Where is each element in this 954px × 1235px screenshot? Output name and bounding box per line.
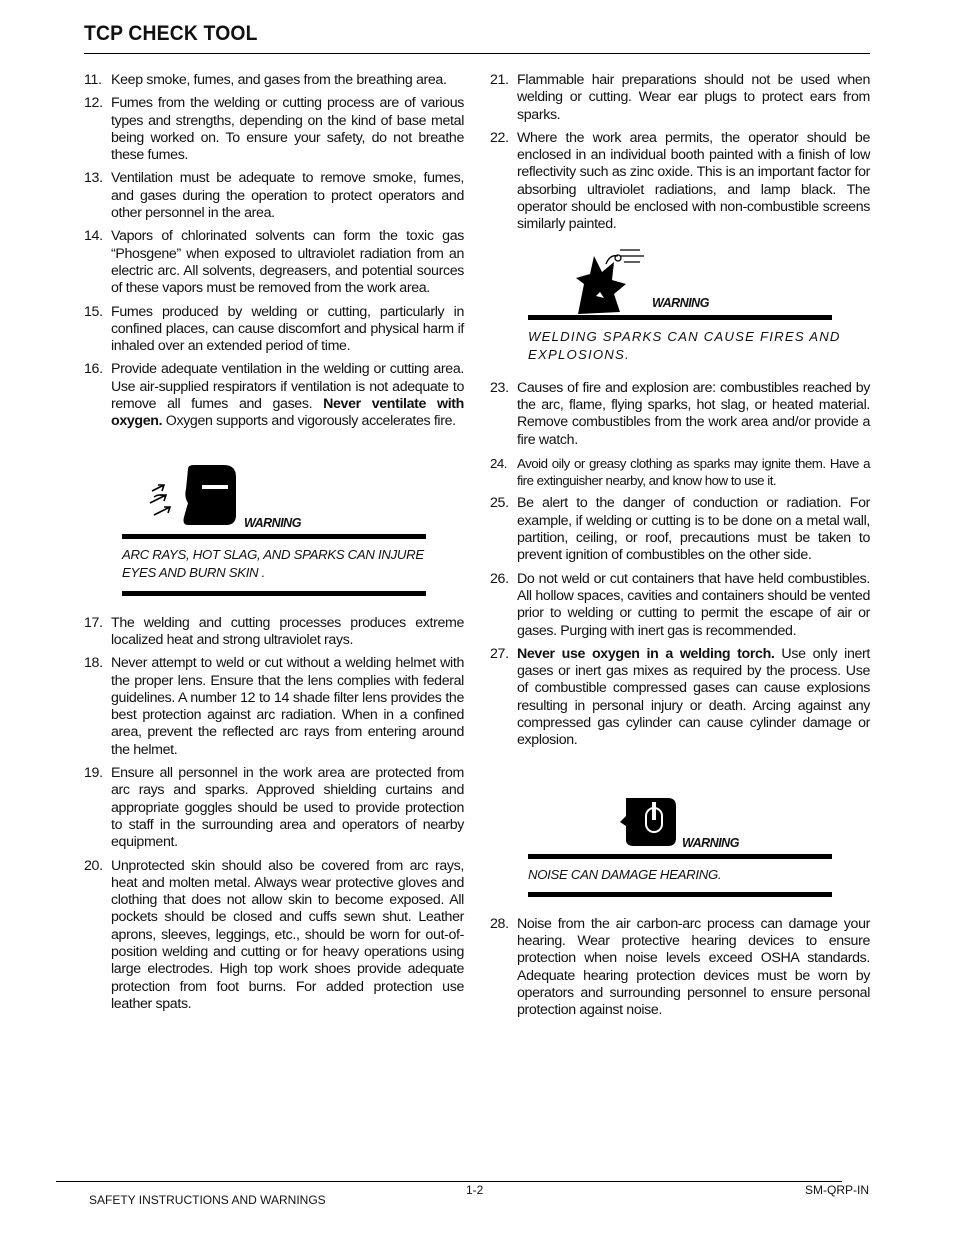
list-item: 16. Provide adequate ventilation in the welding or cutting area. Use air-supplied respirators if ventilation is not adequate to remove all fumes and gases. Never ventilate with oxygen. Oxygen supports and vigorously accelerates fire. xyxy=(84,361,464,430)
item-list-c xyxy=(490,72,870,234)
warning-label: WARNING xyxy=(682,835,739,850)
item-list-b xyxy=(84,615,464,1014)
header-divider xyxy=(84,53,870,54)
warning-block-fire xyxy=(490,240,870,380)
explosion-icon xyxy=(574,244,654,318)
list-item: 18. Never attempt to weld or cut without a welding helmet with the proper lens. Ensure that the lens complies with federal guidelines. A number 12 to 14 shade filter lens provides the best protection against arc radiation. When in a confined area, prevent the reflected arc rays from entering around the helmet. xyxy=(84,655,464,758)
page-number: 1-2 xyxy=(466,1183,484,1197)
list-item: 13. Ventilation must be adequate to remove smoke, fumes, and gases during the operation to protect operators and other personnel in the area. xyxy=(84,170,464,222)
warning-text: NOISE CAN DAMAGE HEARING. xyxy=(528,866,722,882)
item-list-e xyxy=(490,916,870,1020)
warning-divider xyxy=(528,854,832,859)
list-item: 27. Never use oxygen in a welding torch. Use only inert gases or inert gas mixes as required by the process. Use of combustible compressed gases can cause explosions resulting in personal injury or death. Arcing against any compressed gas cylinder can cause cylinder damage or explosion. xyxy=(490,645,870,749)
list-item: 20. Unprotected skin should also be covered from arc rays, heat and molten metal. Always wear protective gloves and clothing that does not allow skin to become exposed. All pockets should be closed and cuffs sewn shut. Leather aprons, sleeves, leggings, etc., should be worn for out-of-position welding and cutting or for heavy operations using large electrodes. High top work shoes provide adequate protection from foot burns. For added protection use leather spats. xyxy=(84,857,464,1012)
list-item: 23. Causes of fire and explosion are: combustibles reached by the arc, flame, flying sparks, hot slag, or heated material. Remove combustibles from the work area and/or provide a fire watch. xyxy=(490,379,870,448)
hearing-protection-icon xyxy=(616,794,680,850)
footer-divider xyxy=(56,1181,842,1182)
list-item: 15. Fumes produced by welding or cutting, particularly in confined places, can cause discomfort and physical harm if inhaled over an extended period of time. xyxy=(84,303,464,355)
list-item: 11. Keep smoke, fumes, and gases from the breathing area. xyxy=(84,72,447,88)
document-code: SM-QRP-IN xyxy=(805,1183,869,1197)
warning-divider xyxy=(528,315,832,320)
list-item: 26. Do not weld or cut containers that have held combustibles. All hollow spaces, cavities and containers should be vented prior to welding or cutting to permit the escape of air or gases. Purging with inert gas is recommended. xyxy=(490,570,870,639)
list-item: 17. The welding and cutting processes produces extreme localized heat and strong ultraviolet rays. xyxy=(84,614,464,648)
item-list-a xyxy=(84,72,464,431)
warning-block-noise xyxy=(490,756,870,906)
warning-divider xyxy=(122,534,426,539)
warning-divider xyxy=(528,892,832,897)
warning-label: WARNING xyxy=(244,515,301,530)
welding-helmet-icon xyxy=(148,463,238,527)
list-item: 25. Be alert to the danger of conduction or radiation. For example, if welding or cutting is to be done on a metal wall, partition, ceiling, or roof, precautions must be taken to prevent ignition of combustibles on the other side. xyxy=(490,495,870,564)
list-item: 21. Flammable hair preparations should not be used when welding or cutting. Wear ear plugs to protect ears from sparks. xyxy=(490,72,870,123)
page-title: TCP CHECK TOOL xyxy=(84,22,258,45)
warning-block-arc-rays xyxy=(84,437,464,615)
list-item: 12. Fumes from the welding or cutting process are of various types and strengths, depending on the kind of base metal being worked on. To ensure your safety, do not breathe these fumes. xyxy=(84,95,464,164)
warning-divider xyxy=(122,591,426,596)
list-item: 14. Vapors of chlorinated solvents can form the toxic gas “Phosgene” when exposed to ultraviolet radiation from an electric arc. All solvents, degreasers, and potential sources of these vapors must be removed from the work area. xyxy=(84,228,464,297)
list-item: 28. Noise from the air carbon-arc process can damage your hearing. Wear protective hearing devices to ensure protection when noise levels exceed OSHA standards. Adequate hearing protection devices must be worn by operators and surrounding personnel to ensure personal protection against noise. xyxy=(490,915,870,1019)
list-item: 22. Where the work area permits, the operator should be enclosed in an individual booth painted with a finish of low reflectivity such as zinc oxide. This is an important factor for absorbing ultraviolet radiations, and lamp black. The operator should be enclosed with non-combustible screens similarly painted. xyxy=(490,129,870,233)
warning-text: WELDING SPARKS CAN CAUSE FIRES AND EXPLOSIONS. xyxy=(528,328,841,362)
right-column xyxy=(490,72,870,1025)
warning-text: ARC RAYS, HOT SLAG, AND SPARKS CAN INJURE EYES AND BURN SKIN . xyxy=(122,546,424,580)
list-item: 19. Ensure all personnel in the work area are protected from arc rays and sparks. Approved shielding curtains and appropriate goggles should be used to provide protection to staff in the surrounding area and operators of nearby equipment. xyxy=(84,765,464,851)
warning-label: WARNING xyxy=(652,295,709,310)
left-column xyxy=(84,72,464,1019)
list-item: 24. Avoid oily or greasy clothing as sparks may ignite them. Have a fire extinguisher nearby, and know how to use it. xyxy=(490,455,870,489)
item-list-d xyxy=(490,380,870,750)
footer-section-title: SAFETY INSTRUCTIONS AND WARNINGS xyxy=(89,1193,326,1207)
